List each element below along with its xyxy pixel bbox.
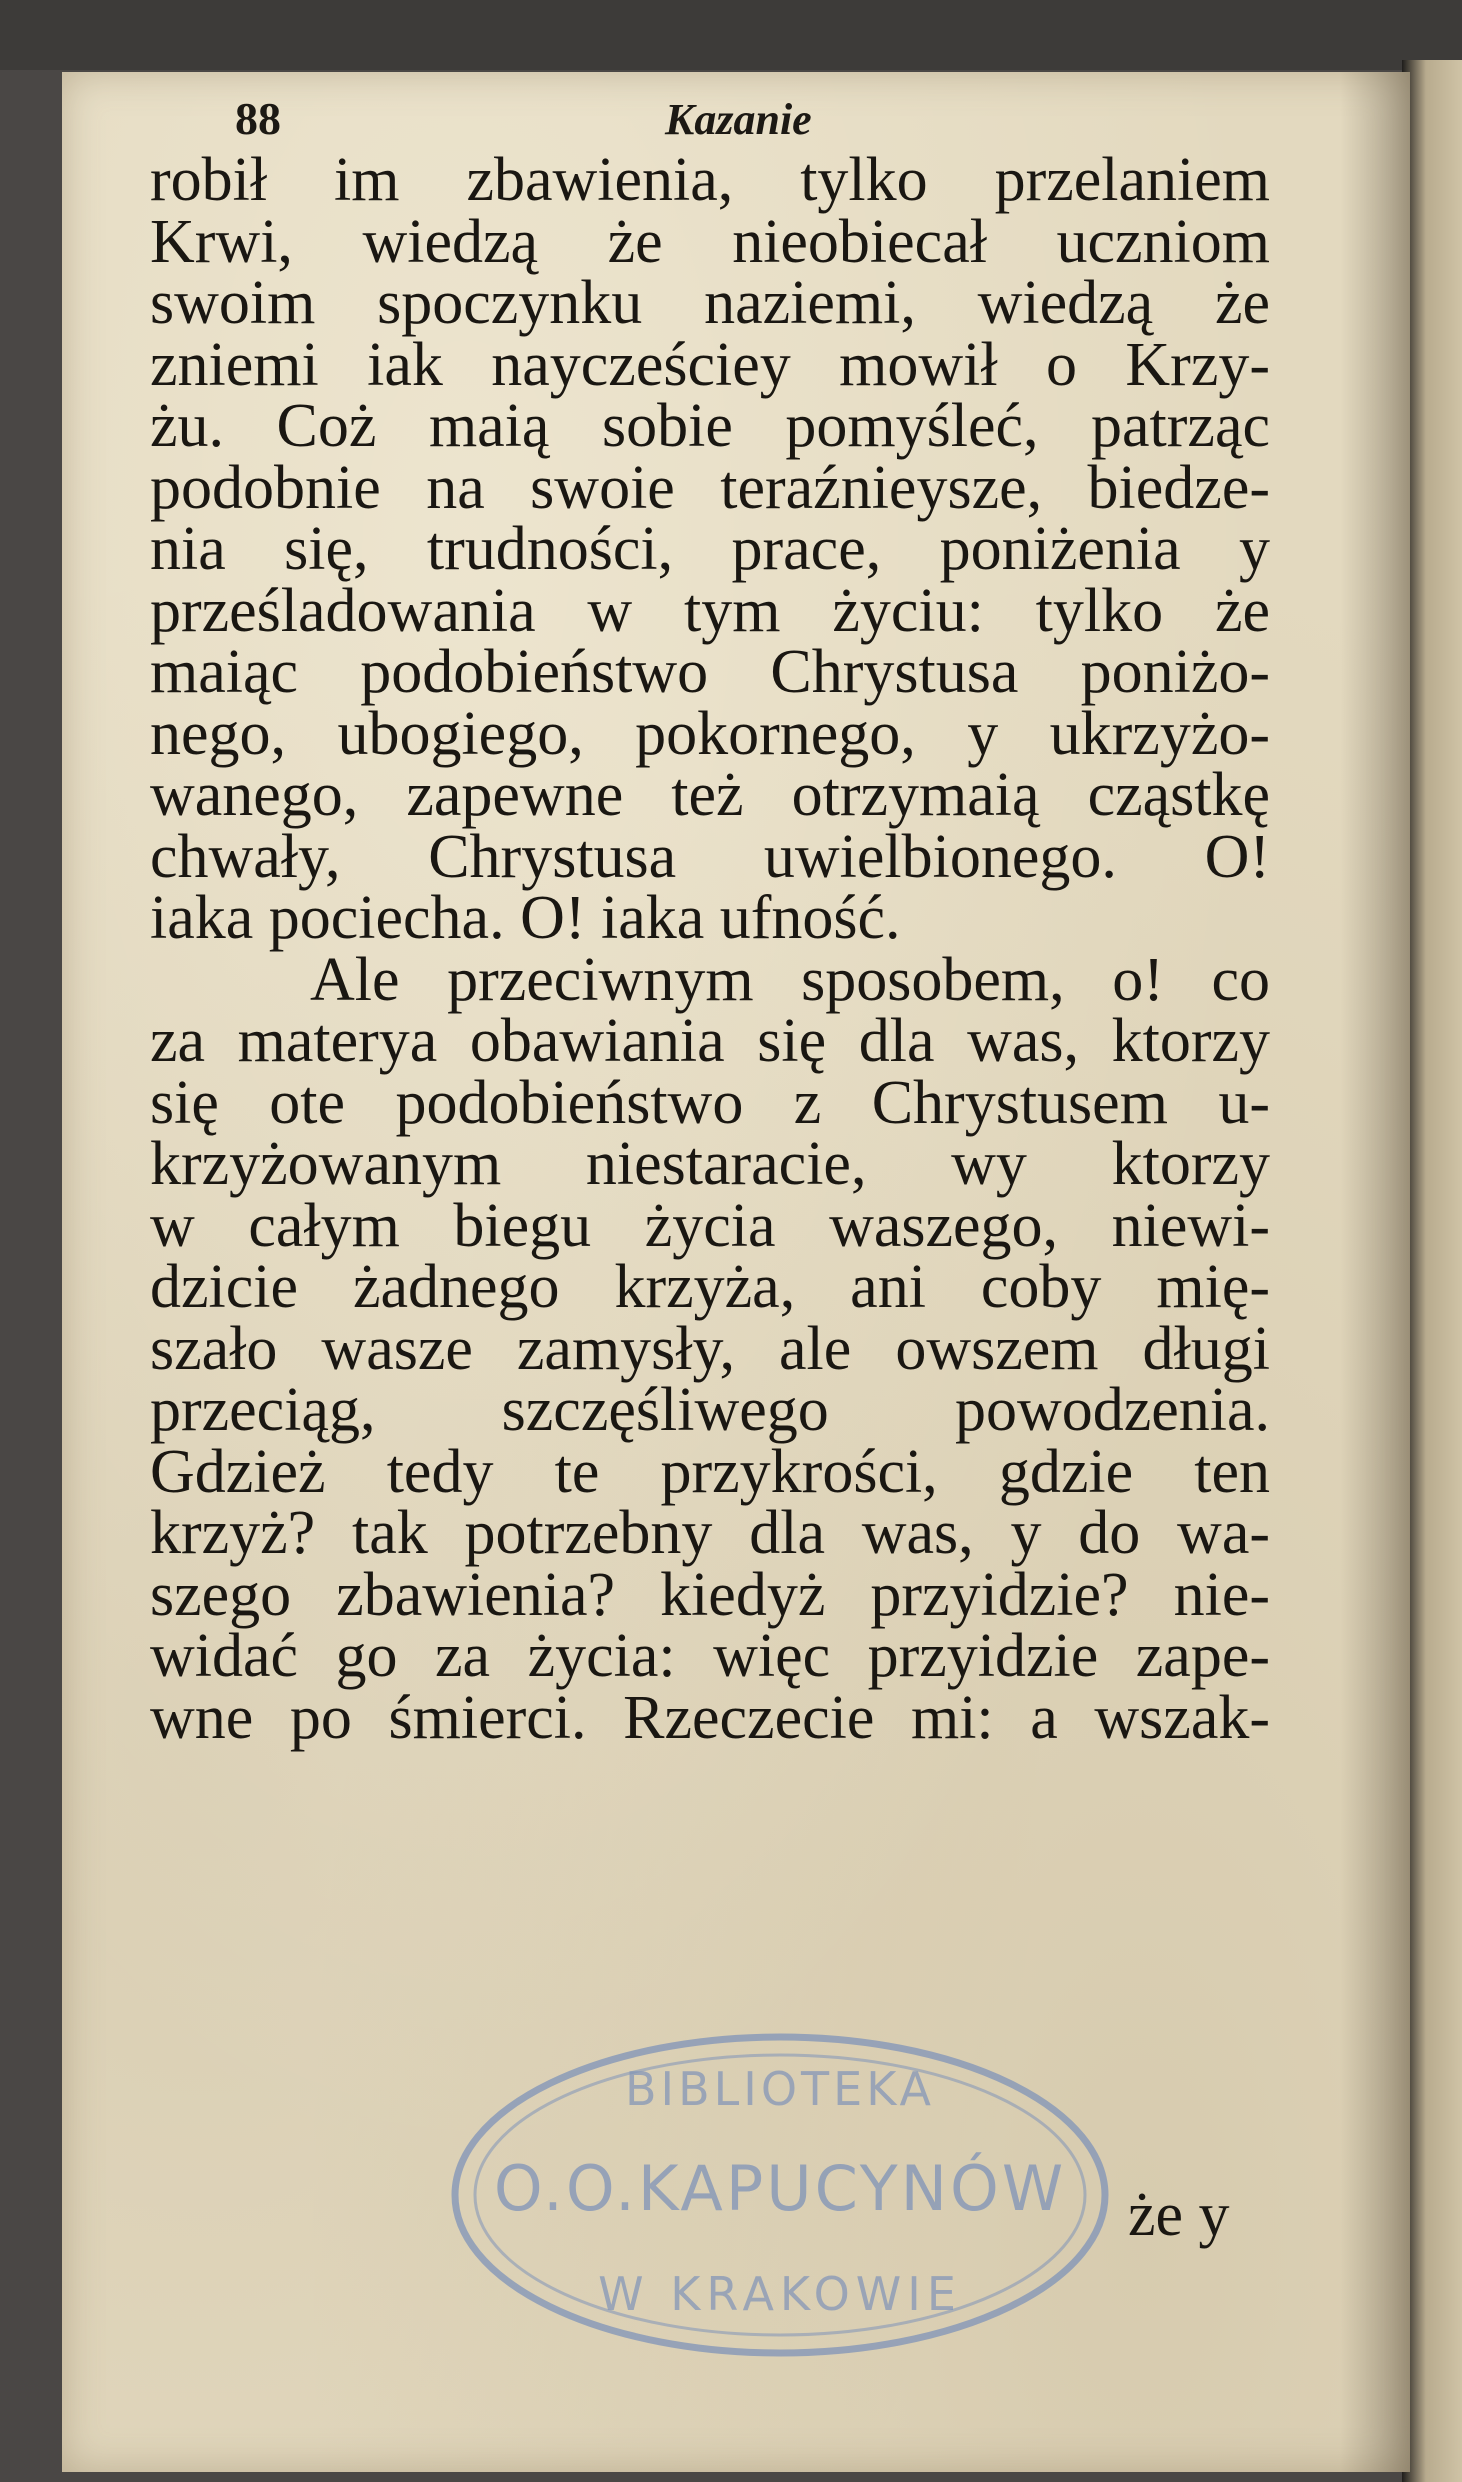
text-line: robił im zbawienia, tylko przelaniem: [150, 146, 1270, 214]
text-line: nego, ubogiego, pokornego, y ukrzyżo-: [150, 699, 1270, 768]
text-line: widać go za życia: więc przyidzie zape-: [150, 1622, 1270, 1690]
text-line: chwały, Chrystusa uwielbionego. O!: [150, 822, 1270, 891]
running-title: Kazanie: [665, 95, 812, 144]
text-line: Gdzież tedy te przykrości, gdzie ten: [150, 1437, 1270, 1506]
text-line: za materya obawiania się dla was, ktorzy: [150, 1007, 1270, 1075]
page-number: 88: [235, 93, 281, 144]
text-line: wne po śmierci. Rzeczecie mi: a wszak-: [150, 1683, 1270, 1752]
text-line: podobnie na swoie teraźnieysze, biedze-: [150, 453, 1270, 522]
stamp-bottom-text: W KRAKOWIE: [598, 2267, 962, 2321]
text-line: krzyż? tak potrzebny dla was, y do wa-: [150, 1499, 1270, 1567]
body-text: [150, 146, 1270, 1752]
text-line: szało wasze zamysły, ale owszem długi: [150, 1314, 1270, 1383]
text-line: wanego, zapewne też otrzymaią cząstkę: [150, 761, 1270, 829]
book-edge: [1402, 60, 1462, 2482]
text-line: zniemi iak naycześciey mowił o Krzy-: [150, 330, 1270, 399]
text-line: się ote podobieństwo z Chrystusem u-: [150, 1068, 1270, 1137]
text-line: dzicie żadnego krzyża, ani coby mię-: [150, 1253, 1270, 1321]
library-stamp: [440, 2025, 1120, 2365]
catchword: że y: [1128, 2181, 1230, 2249]
text-line: swoim spoczynku naziemi, wiedzą że: [150, 269, 1270, 337]
text-line: żu. Coż maią sobie pomyśleć, patrząc: [150, 392, 1270, 460]
stamp-top-text: BIBLIOTEKA: [624, 2062, 936, 2116]
stamp-middle-text: O.O.KAPUCYNÓW: [493, 2152, 1067, 2225]
text-line: iaka pociecha. O! iaka ufność.: [150, 884, 901, 952]
text-line: maiąc podobieństwo Chrystusa poniżo-: [150, 638, 1270, 706]
text-line: prześladowania w tym życiu: tylko że: [150, 576, 1270, 645]
text-line: szego zbawienia? kiedyż przyidzie? nie-: [150, 1560, 1270, 1629]
scan-backdrop: [0, 0, 1462, 70]
text-line: w całym biegu życia waszego, niewi-: [150, 1191, 1270, 1260]
text-line: Krwi, wiedzą że nieobiecał uczniom: [150, 207, 1270, 276]
text-line: nia się, trudności, prace, poniżenia y: [150, 515, 1270, 583]
gutter-shadow: [1340, 72, 1410, 2472]
text-line: Ale przeciwnym sposobem, o! co: [310, 945, 1270, 1014]
text-line: krzyżowanym niestaracie, wy ktorzy: [150, 1130, 1270, 1198]
text-line: przeciąg, szczęśliwego powodzenia.: [150, 1376, 1270, 1444]
